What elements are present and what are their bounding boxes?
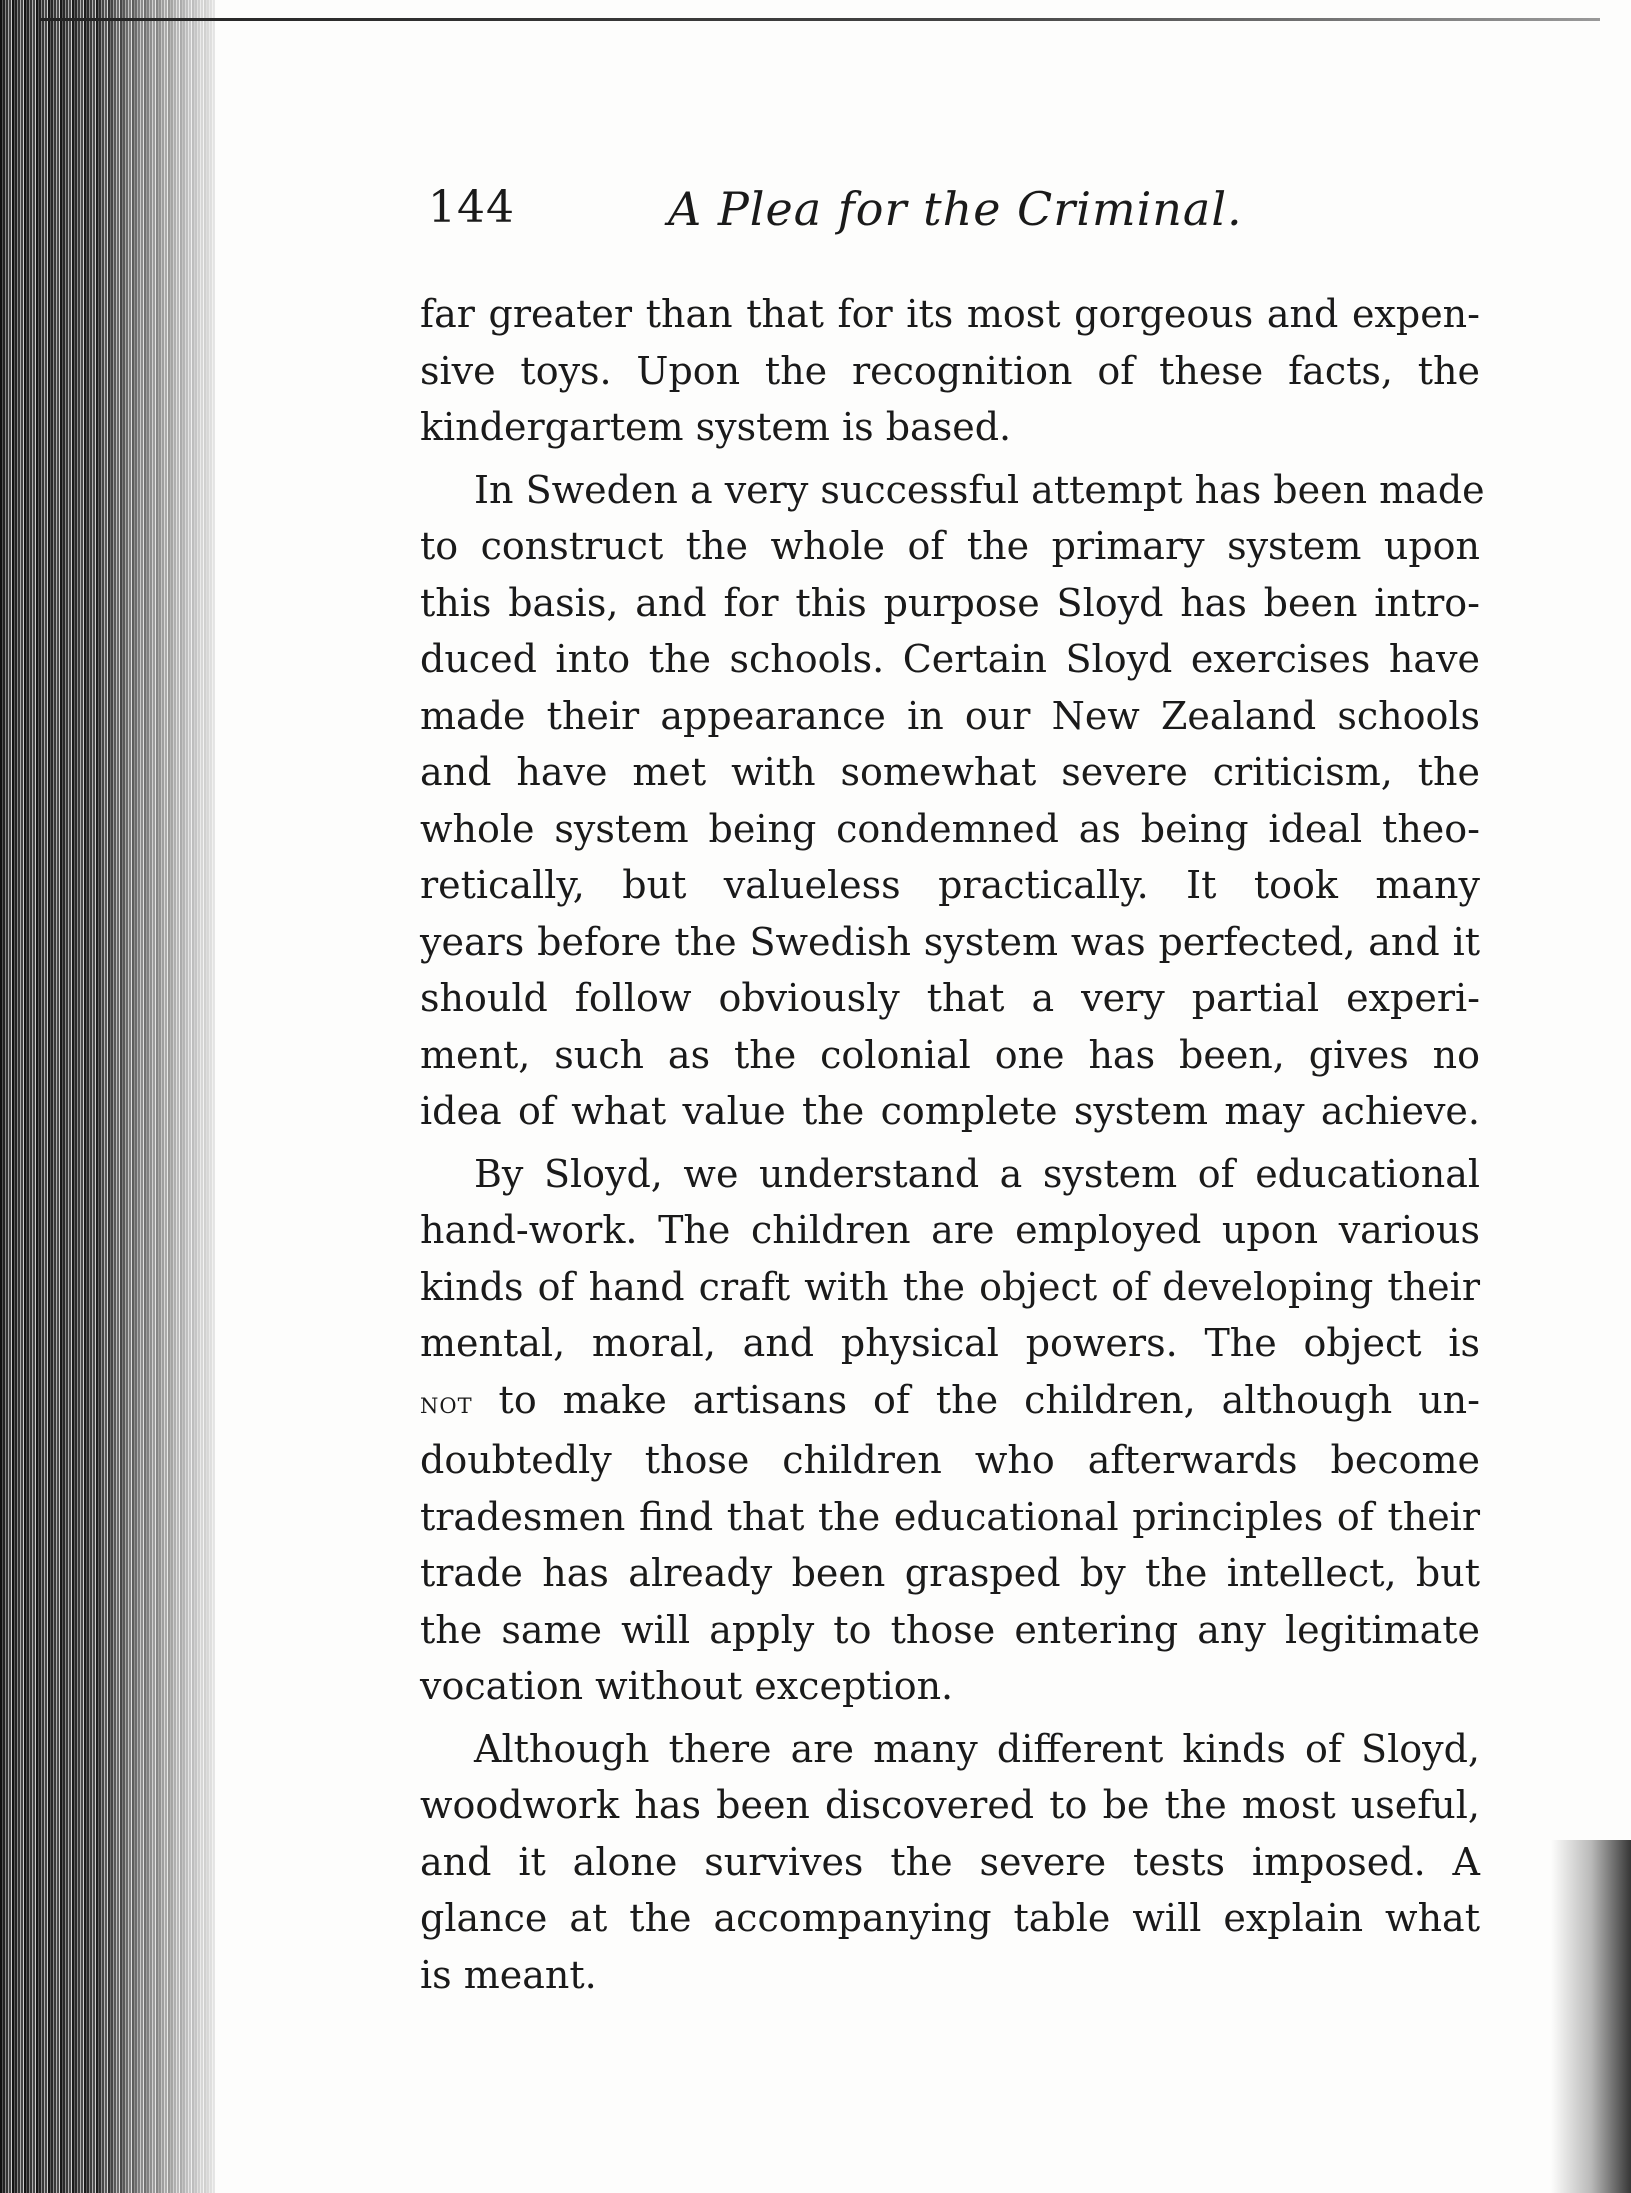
- text-line: made their appearance in our New Zealand schools: [420, 693, 1480, 738]
- text-line: and it alone survives the severe tests imposed. A: [420, 1839, 1480, 1884]
- text-line: should follow obviously that a very partial experi-: [420, 976, 1480, 1020]
- text-line: kindergartem system is based.: [420, 405, 1012, 449]
- text-line: retically, but valueless practically. It took many: [420, 863, 1480, 907]
- body-text: [420, 286, 1485, 2003]
- page-number: 144: [428, 182, 515, 233]
- text-line: tradesmen find that the educational principles of their: [420, 1494, 1480, 1539]
- text-line: By Sloyd, we understand a system of educational: [474, 1151, 1480, 1196]
- text-line-rest: to make artisans of the children, although un-: [498, 1377, 1480, 1422]
- text-line: to construct the whole of the primary system upon: [420, 524, 1480, 568]
- text-line: hand-work. The children are employed upon various: [420, 1208, 1480, 1252]
- text-line: doubtedly those children who afterwards become: [420, 1438, 1480, 1482]
- book-binding-edge: [0, 0, 215, 2193]
- text-line: the same will apply to those entering any legitimate: [420, 1607, 1480, 1652]
- page-edge-shadow: [1551, 1840, 1631, 2193]
- text-line: and have met with somewhat severe criticism, the: [420, 750, 1480, 794]
- text-line: this basis, and for this purpose Sloyd has been intro-: [420, 580, 1480, 625]
- text-line: Although there are many different kinds of Sloyd,: [474, 1726, 1480, 1771]
- running-title: A Plea for the Criminal.: [668, 182, 1243, 236]
- text-line: years before the Swedish system was perfected, and it: [420, 919, 1480, 964]
- page-header: [428, 182, 1478, 252]
- text-line: sive toys. Upon the recognition of these facts, the: [420, 348, 1480, 393]
- text-line: vocation without exception.: [420, 1664, 954, 1708]
- text-line: woodwork has been discovered to be the most useful,: [420, 1783, 1480, 1827]
- text-line: [420, 1372, 1480, 1433]
- text-line: mental, moral, and physical powers. The object is: [420, 1321, 1480, 1365]
- text-line: duced into the schools. Certain Sloyd exercises have: [420, 637, 1480, 681]
- text-line: trade has already been grasped by the intellect, but: [420, 1551, 1480, 1595]
- text-line: ment, such as the colonial one has been, gives no: [420, 1032, 1480, 1077]
- text-line: kinds of hand craft with the object of developing their: [420, 1264, 1480, 1309]
- text-line: is meant.: [420, 1952, 597, 1997]
- text-line: far greater than that for its most gorgeous and expen-: [420, 292, 1480, 336]
- text-line: idea of what value the complete system may achieve.: [420, 1089, 1480, 1133]
- text-line: whole system being condemned as being ideal theo-: [420, 806, 1480, 851]
- top-edge-rule: [40, 18, 1600, 21]
- smallcaps-word: not: [420, 1385, 473, 1421]
- text-line: glance at the accompanying table will explain what: [420, 1896, 1480, 1940]
- text-line: In Sweden a very successful attempt has been made: [474, 467, 1485, 512]
